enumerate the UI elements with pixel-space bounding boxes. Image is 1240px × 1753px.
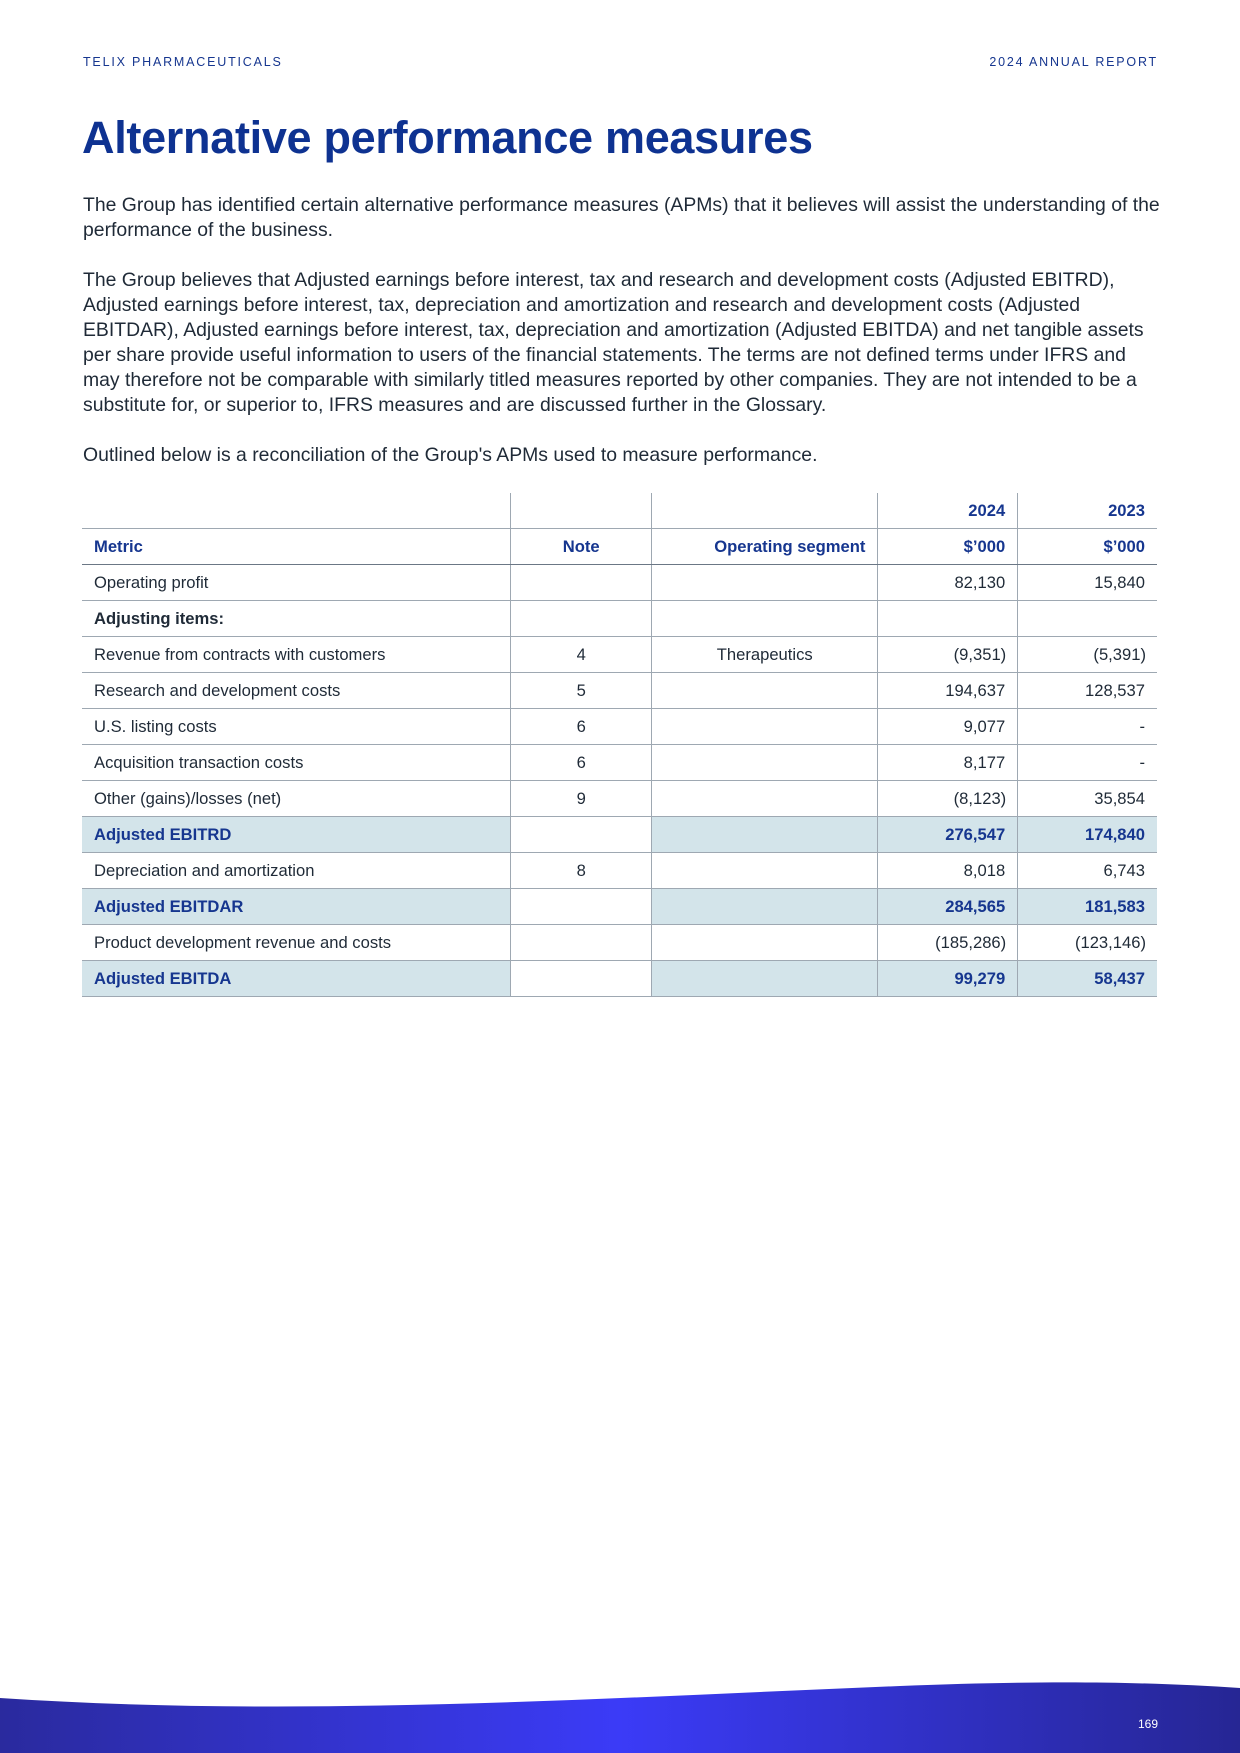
cell-metric: Product development revenue and costs bbox=[82, 925, 511, 961]
cell-2024: 9,077 bbox=[878, 709, 1018, 745]
cell-segment bbox=[652, 925, 878, 961]
footer-wave-decoration bbox=[0, 1678, 1240, 1753]
cell-segment bbox=[652, 673, 878, 709]
table-row bbox=[82, 709, 1157, 745]
page-title: Alternative performance measures bbox=[82, 112, 813, 163]
cell-note: 6 bbox=[511, 709, 652, 745]
table-row bbox=[82, 673, 1157, 709]
cell-2023: 35,854 bbox=[1018, 781, 1157, 817]
cell-2023: 128,537 bbox=[1018, 673, 1157, 709]
table-year-header-row bbox=[82, 493, 1157, 529]
cell-note: 4 bbox=[511, 637, 652, 673]
cell-metric: Adjusted EBITRD bbox=[82, 817, 511, 853]
cell-metric: Adjusted EBITDA bbox=[82, 961, 511, 997]
header-blank-segment bbox=[652, 493, 878, 529]
cell-note: 6 bbox=[511, 745, 652, 781]
table-row bbox=[82, 637, 1157, 673]
cell-metric: Research and development costs bbox=[82, 673, 511, 709]
cell-2023 bbox=[1018, 601, 1157, 637]
table-row bbox=[82, 745, 1157, 781]
header-blank-metric bbox=[82, 493, 511, 529]
cell-metric: Acquisition transaction costs bbox=[82, 745, 511, 781]
table-row bbox=[82, 853, 1157, 889]
cell-metric: Revenue from contracts with customers bbox=[82, 637, 511, 673]
cell-2024: (8,123) bbox=[878, 781, 1018, 817]
cell-2024: (9,351) bbox=[878, 637, 1018, 673]
table-row-total bbox=[82, 961, 1157, 997]
cell-segment bbox=[652, 601, 878, 637]
header-year-2023: 2023 bbox=[1018, 493, 1157, 529]
apm-reconciliation-table bbox=[82, 493, 1157, 997]
cell-2023: - bbox=[1018, 709, 1157, 745]
table-row bbox=[82, 565, 1157, 601]
cell-note: 8 bbox=[511, 853, 652, 889]
cell-note bbox=[511, 601, 652, 637]
cell-2024: 8,177 bbox=[878, 745, 1018, 781]
cell-metric: Other (gains)/losses (net) bbox=[82, 781, 511, 817]
cell-note: 9 bbox=[511, 781, 652, 817]
page-number: 169 bbox=[1137, 1717, 1158, 1731]
cell-2024 bbox=[878, 601, 1018, 637]
cell-2024: (185,286) bbox=[878, 925, 1018, 961]
cell-segment: Therapeutics bbox=[652, 637, 878, 673]
cell-2023: 174,840 bbox=[1018, 817, 1157, 853]
table-row bbox=[82, 925, 1157, 961]
cell-note bbox=[511, 817, 652, 853]
reconciliation-intro-paragraph: Outlined below is a reconciliation of the Group's APMs used to measure performance. bbox=[83, 444, 818, 466]
cell-2024: 276,547 bbox=[878, 817, 1018, 853]
cell-2024: 8,018 bbox=[878, 853, 1018, 889]
cell-note bbox=[511, 565, 652, 601]
cell-2023: 181,583 bbox=[1018, 889, 1157, 925]
cell-metric: Adjusted EBITDAR bbox=[82, 889, 511, 925]
cell-segment bbox=[652, 565, 878, 601]
table-row bbox=[82, 601, 1157, 637]
cell-2024: 82,130 bbox=[878, 565, 1018, 601]
header-operating-segment: Operating segment bbox=[652, 529, 878, 565]
cell-segment bbox=[652, 781, 878, 817]
header-unit-2023: $’000 bbox=[1018, 529, 1157, 565]
cell-2023: 6,743 bbox=[1018, 853, 1157, 889]
header-metric: Metric bbox=[82, 529, 511, 565]
cell-note bbox=[511, 889, 652, 925]
cell-2023: (5,391) bbox=[1018, 637, 1157, 673]
cell-metric: U.S. listing costs bbox=[82, 709, 511, 745]
header-report-title: 2024 ANNUAL REPORT bbox=[989, 55, 1158, 69]
apm-definition-paragraph: The Group believes that Adjusted earnings before interest, tax and research and development costs (Adjusted EBITRD), Adjusted earnings before interest, tax, depreciation and amortization and research and development costs (Adjusted EBITDAR), Adjusted earnings before interest, tax, depreciation and amortization (Adjusted EBITDA) and net tangible assets per share provide useful information to users of the financial statements. The terms are not defined terms under IFRS and may therefore not be comparable with similarly titled measures reported by other companies. They are not intended to be a substitute for, or superior to, IFRS measures and are discussed further in the Glossary. bbox=[83, 269, 1144, 416]
table-row-total bbox=[82, 889, 1157, 925]
cell-metric: Adjusting items: bbox=[82, 601, 511, 637]
cell-segment bbox=[652, 853, 878, 889]
cell-note bbox=[511, 961, 652, 997]
cell-2023: 15,840 bbox=[1018, 565, 1157, 601]
header-unit-2024: $’000 bbox=[878, 529, 1018, 565]
cell-segment bbox=[652, 889, 878, 925]
intro-paragraph: The Group has identified certain alternative performance measures (APMs) that it believes will assist the understanding of the performance of the business. bbox=[83, 194, 1160, 241]
header-year-2024: 2024 bbox=[878, 493, 1018, 529]
header-company: TELIX PHARMACEUTICALS bbox=[83, 55, 283, 69]
cell-2024: 284,565 bbox=[878, 889, 1018, 925]
header-note: Note bbox=[511, 529, 652, 565]
cell-2023: (123,146) bbox=[1018, 925, 1157, 961]
cell-2023: 58,437 bbox=[1018, 961, 1157, 997]
cell-2024: 99,279 bbox=[878, 961, 1018, 997]
cell-note bbox=[511, 925, 652, 961]
cell-segment bbox=[652, 709, 878, 745]
table-row bbox=[82, 781, 1157, 817]
header-blank-note bbox=[511, 493, 652, 529]
cell-metric: Operating profit bbox=[82, 565, 511, 601]
cell-2023: - bbox=[1018, 745, 1157, 781]
cell-note: 5 bbox=[511, 673, 652, 709]
cell-segment bbox=[652, 961, 878, 997]
table-column-header-row bbox=[82, 529, 1157, 565]
cell-metric: Depreciation and amortization bbox=[82, 853, 511, 889]
cell-segment bbox=[652, 745, 878, 781]
cell-2024: 194,637 bbox=[878, 673, 1018, 709]
cell-segment bbox=[652, 817, 878, 853]
table-row-total bbox=[82, 817, 1157, 853]
